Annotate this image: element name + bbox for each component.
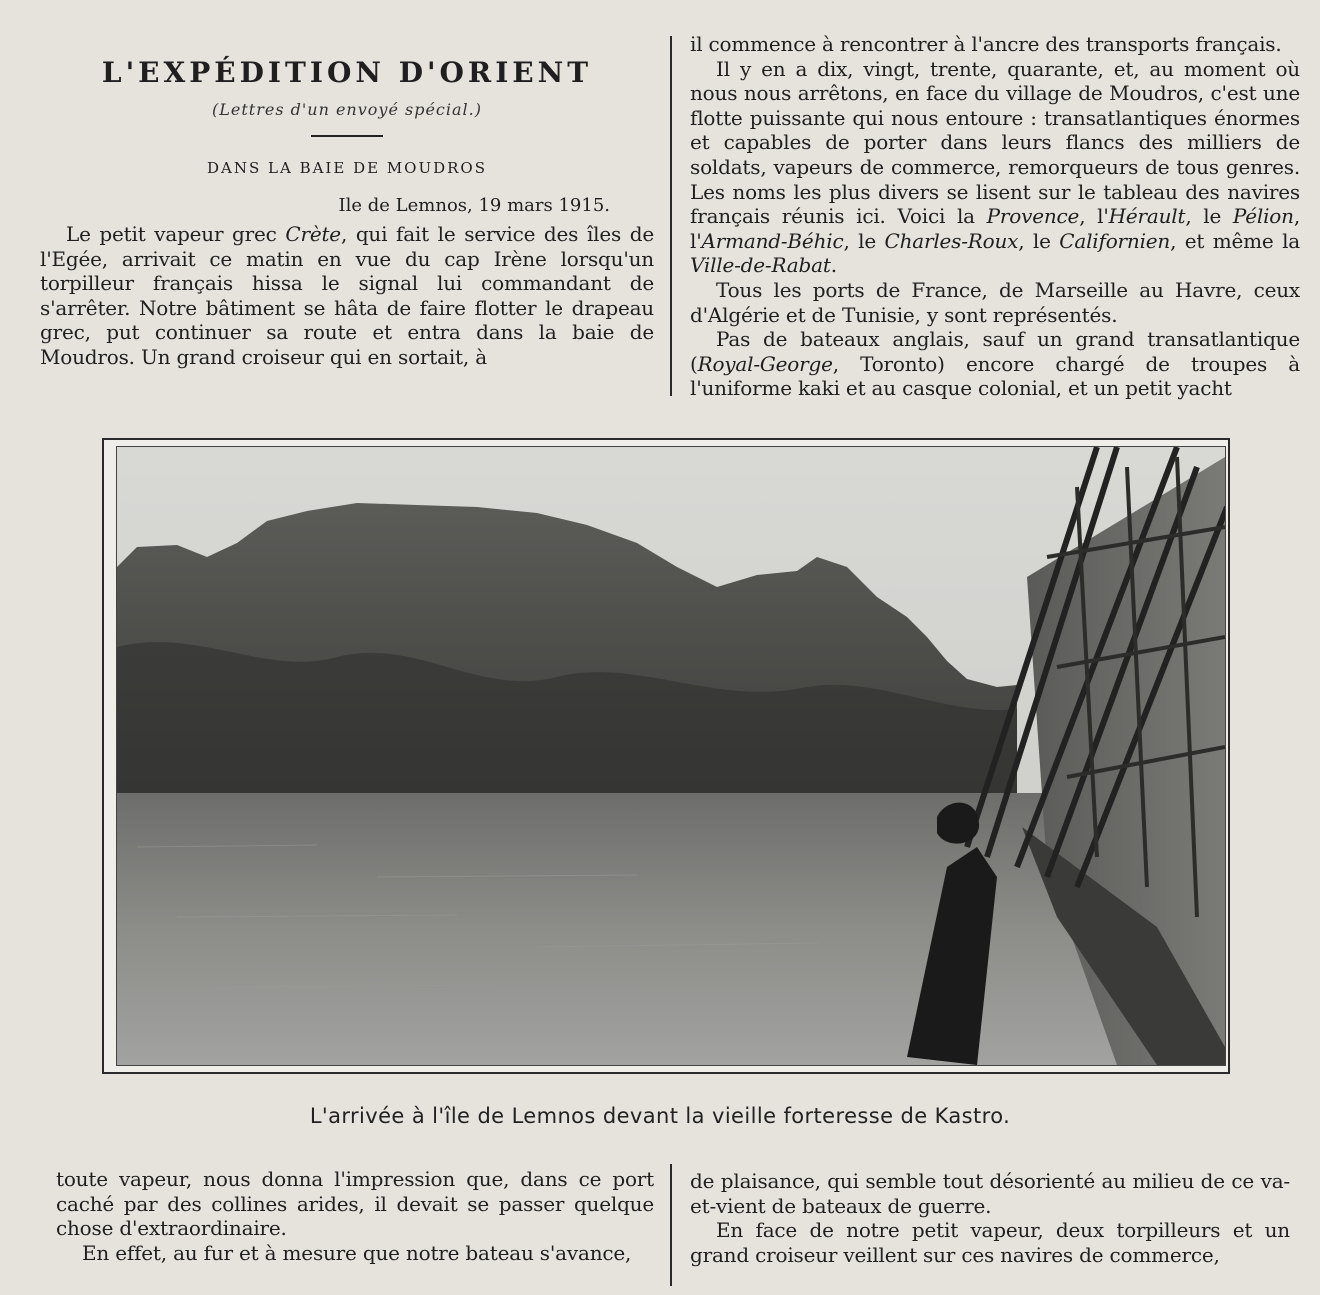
article-subtitle: (Lettres d'un envoyé spécial.) <box>212 100 482 119</box>
paragraph: toute vapeur, nous donna l'impression que, dans ce port caché par des collines arides, il devait se passer quelque chose d'extraordinaire. <box>56 1167 654 1241</box>
column-divider <box>670 1164 672 1286</box>
article-column-top-left <box>40 56 654 370</box>
photograph-kastro-fortress <box>116 446 1226 1066</box>
ship-name: Californien <box>1059 228 1171 253</box>
article-column-bottom-left <box>56 1167 654 1265</box>
paragraph: En face de notre petit vapeur, deux torpilleurs et un grand croiseur veillent sur ces navires de commerce, <box>690 1218 1290 1267</box>
paragraph: Il y en a dix, vingt, trente, quarante, et, au moment où nous nous arrêtons, en face du village de Moudros, c'est une flotte puissante qui nous entoure : transatlantiques énormes et capables de porter dans leurs flancs des milliers de soldats, vapeurs de commerce, remorqueurs de tous genres. Les noms les plus divers se lisent sur le tableau des navires français réunis ici. Voici la Provence, l'Hérault, le Pélion, l'Armand-Béhic, le Charles-Roux, le Californien, et même la Ville-de-Rabat. <box>690 56 1301 278</box>
paragraph: En effet, au fur et à mesure que notre bateau s'avance, <box>82 1240 632 1265</box>
ship-name: Ville-de-Rabat <box>690 253 831 278</box>
paragraph: Pas de bateaux anglais, sauf un grand transatlantique (Royal-George, Toronto) encore chargé de troupes à l'uniforme kaki et au casque colonial, et un petit yacht <box>690 327 1300 401</box>
article-column-top-right <box>690 32 1300 401</box>
title-rule <box>311 135 383 137</box>
dateline: Ile de Lemnos, 19 mars 1915. <box>338 195 610 216</box>
article-title: L'EXPÉDITION D'ORIENT <box>101 56 593 89</box>
ship-name: Hérault <box>1108 204 1186 229</box>
paragraph: de plaisance, qui semble tout désorienté au milieu de ce va-et-vient de bateaux de guerre. <box>690 1169 1290 1218</box>
paragraph: Tous les ports de France, de Marseille au Havre, ceux d'Algérie et de Tunisie, y sont représentés. <box>690 277 1300 327</box>
ship-name: Provence <box>986 204 1080 229</box>
ship-name: Crète <box>285 222 341 246</box>
photo-illustration <box>117 447 1225 1065</box>
photo-caption: L'arrivée à l'île de Lemnos devant la vieille forteresse de Kastro. <box>309 1104 1011 1128</box>
column-divider <box>670 36 672 396</box>
article-column-bottom-right <box>690 1169 1290 1267</box>
ship-name: Charles-Roux <box>884 228 1019 253</box>
ship-name: Royal-George <box>697 351 833 376</box>
section-heading: DANS LA BAIE DE MOUDROS <box>206 159 488 177</box>
paragraph: Le petit vapeur grec Crète, qui fait le service des îles de l'Egée, arrivait ce matin en vue du cap Irène lorsqu'un torpilleur français hissa le signal lui commandant de s'arrêter. Notre bâtiment se hâta de faire flotter le drapeau grec, put continuer sa route et entra dans la baie de Moudros. Un grand croiseur qui en sortait, à <box>40 222 654 369</box>
ship-name: Pélion <box>1232 204 1294 229</box>
ship-name: Armand-Béhic <box>701 228 844 253</box>
photo-frame <box>102 438 1230 1074</box>
paragraph: il commence à rencontrer à l'ancre des transports français. <box>690 32 1282 56</box>
